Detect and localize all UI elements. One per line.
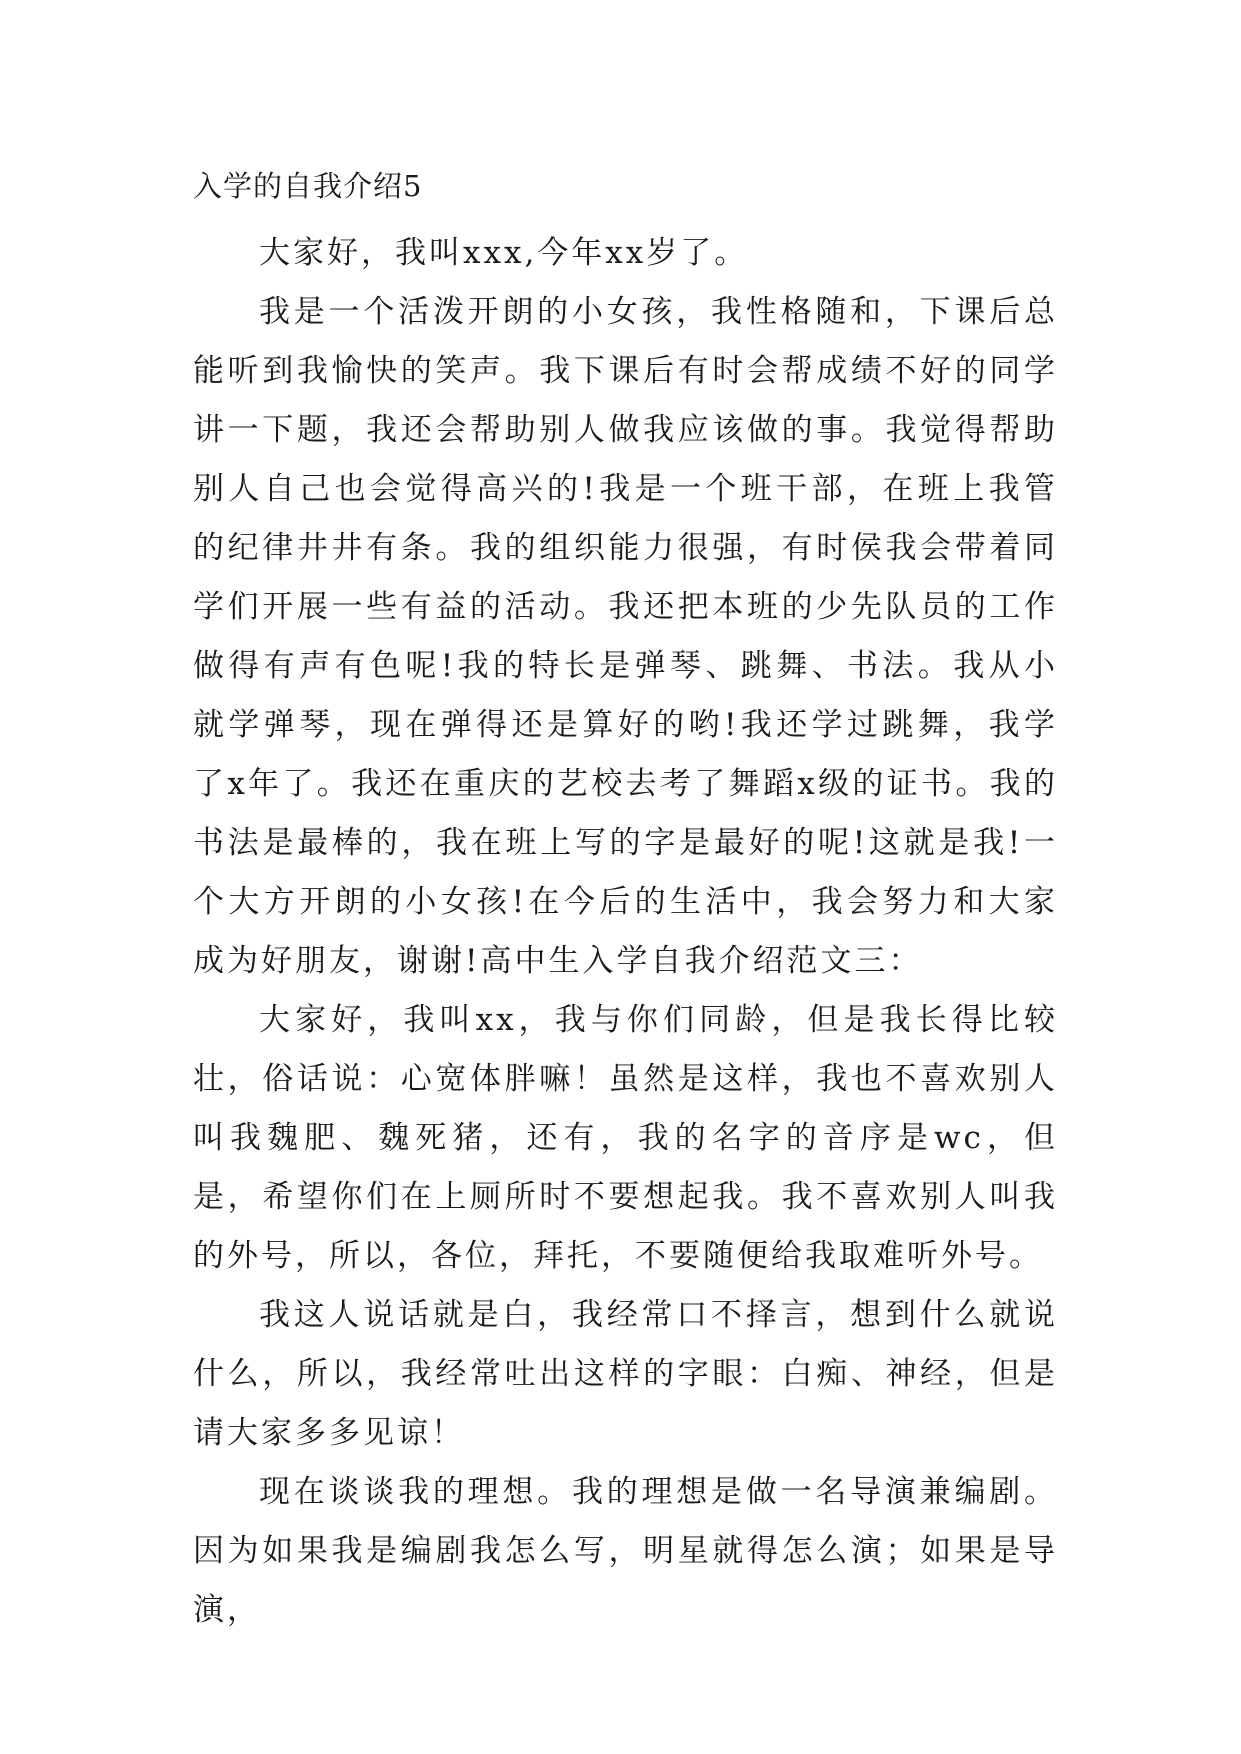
paragraph-speech-habit: 我这人说话就是白，我经常口不择言，想到什么就说什么，所以，我经常吐出这样的字眼：白痴、神经，但是请大家多多见谅！	[193, 1297, 1058, 1451]
paragraph-dream: 现在谈谈我的理想。我的理想是做一名导演兼编剧。因为如果我是编剧我怎么写，明星就得怎么演；如果是导演，	[193, 1474, 1058, 1628]
paragraph-personality: 我是一个活泼开朗的小女孩，我性格随和，下课后总能听到我愉快的笑声。我下课后有时会帮成绩不好的同学讲一下题，我还会帮助别人做我应该做的事。我觉得帮助别人自己也会觉得高兴的!我是一个班干部，在班上我管的纪律井井有条。我的组织能力很强，有时侯我会带着同学们开展一些有益的活动。我还把本班的少先队员的工作做得有声有色呢!我的特长是弹琴、跳舞、书法。我从小就学弹琴，现在弹得还是算好的哟!我还学过跳舞，我学了x年了。我还在重庆的艺校去考了舞蹈x级的证书。我的书法是最棒的，我在班上写的字是最好的呢!这就是我!一个大方开朗的小女孩!在今后的生活中，我会努力和大家成为好朋友，谢谢!高中生入学自我介绍范文三：	[193, 294, 1058, 979]
paragraph-nickname: 大家好，我叫xx，我与你们同龄，但是我长得比较壮，俗话说：心宽体胖嘛！虽然是这样，我也不喜欢别人叫我魏肥、魏死猪，还有，我的名字的音序是wc，但是，希望你们在上厕所时不要想起我。我不喜欢别人叫我的外号，所以，各位，拜托，不要随便给我取难听外号。	[193, 1002, 1058, 1274]
document-body	[193, 224, 1058, 1640]
paragraph-greeting: 大家好，我叫xxx,今年xx岁了。	[259, 235, 749, 271]
document-title: 入学的自我介绍5	[193, 169, 423, 203]
